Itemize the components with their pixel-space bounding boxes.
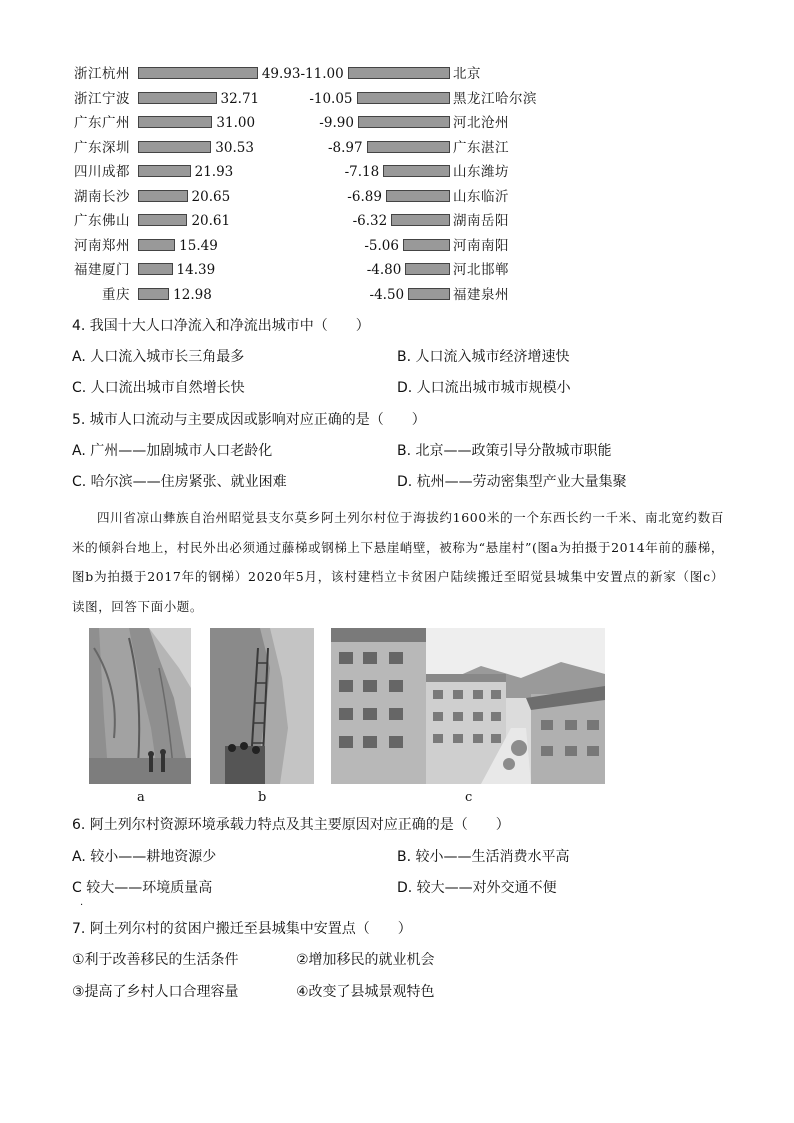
inflow-bar bbox=[138, 92, 217, 104]
inflow-city-label: 河南郑州 bbox=[74, 237, 130, 254]
outflow-bar bbox=[367, 141, 450, 153]
inflow-city-label: 广东佛山 bbox=[74, 213, 130, 229]
question-4-stem: 4. 我国十大人口净流入和净流出城市中（ ） bbox=[72, 318, 370, 334]
outflow-value-label: -10.05 bbox=[309, 90, 353, 107]
outflow-city-label: 北京 bbox=[453, 66, 481, 82]
question-6-option-c[interactable]: C 较大——环境质量高 bbox=[72, 880, 213, 896]
inflow-bar bbox=[138, 263, 173, 275]
outflow-value-label: -4.80 bbox=[366, 262, 402, 278]
question-5-option-c[interactable]: C. 哈尔滨——住房紧张、就业困难 bbox=[72, 474, 287, 490]
outflow-value-label: -9.90 bbox=[319, 115, 354, 131]
inflow-city-label: 重庆 bbox=[102, 286, 130, 303]
photo-c-resettlement-site bbox=[331, 628, 605, 784]
inflow-value-label: 20.61 bbox=[191, 213, 231, 229]
question-6-option-d[interactable]: D. 较大——对外交通不便 bbox=[397, 880, 557, 896]
question-6-option-a[interactable]: A. 较小——耕地资源少 bbox=[72, 849, 217, 865]
question-5-stem: 5. 城市人口流动与主要成因或影响对应正确的是（ ） bbox=[72, 412, 426, 428]
outflow-city-label: 湖南岳阳 bbox=[453, 213, 509, 229]
inflow-value-label: 31.00 bbox=[216, 115, 256, 131]
inflow-value-label: 12.98 bbox=[173, 286, 212, 303]
chart-row bbox=[0, 138, 794, 158]
question-4-option-b[interactable]: B. 人口流入城市经济增速快 bbox=[397, 349, 570, 365]
inflow-value-label: 21.93 bbox=[194, 164, 234, 180]
outflow-city-label: 河南南阳 bbox=[453, 237, 509, 254]
outflow-bar bbox=[348, 67, 450, 79]
outflow-bar bbox=[408, 288, 450, 300]
inflow-city-label: 湖南长沙 bbox=[74, 188, 130, 205]
chart-row bbox=[0, 285, 794, 305]
inflow-city-label: 四川成都 bbox=[74, 164, 130, 180]
inflow-bar bbox=[138, 67, 258, 79]
outflow-value-label: -11.00 bbox=[300, 66, 344, 82]
inflow-city-label: 广东深圳 bbox=[74, 139, 130, 156]
photo-b-steel-ladder bbox=[210, 628, 314, 784]
chart-row bbox=[0, 162, 794, 182]
outflow-bar bbox=[386, 190, 450, 202]
outflow-city-label: 河北邯郸 bbox=[453, 262, 509, 278]
passage-text: 四川省凉山彝族自治州昭觉县支尔莫乡阿土列尔村位于海拔约1600米的一个东西长约一千米、南北宽约数百米的倾斜台地上，村民外出必须通过藤梯或钢梯上下悬崖峭壁，被称为“悬崖村”(图a为拍摄于2014年前的藤梯，图b为拍摄于2017年的钢梯）2020年5月，该村建档立卡贫困户陆续搬迁至昭觉县城集中安置点的新家（图c）读图，回答下面小题。 bbox=[72, 510, 724, 614]
inflow-city-label: 浙江杭州 bbox=[74, 66, 130, 82]
question-4-option-d[interactable]: D. 人口流出城市城市规模小 bbox=[397, 380, 571, 396]
outflow-value-label: -6.89 bbox=[347, 188, 382, 205]
inflow-value-label: 14.39 bbox=[176, 262, 216, 278]
inflow-value-label: 15.49 bbox=[179, 237, 218, 254]
question-7-statement-4: ④改变了县城景观特色 bbox=[296, 984, 435, 1000]
inflow-value-label: 20.65 bbox=[191, 188, 231, 205]
question-5-option-b[interactable]: B. 北京——政策引导分散城市职能 bbox=[397, 443, 612, 459]
outflow-value-label: -7.18 bbox=[344, 164, 380, 180]
question-6-stem: 6. 阿土列尔村资源环境承载力特点及其主要原因对应正确的是（ ） bbox=[72, 817, 510, 833]
inflow-city-label: 浙江宁波 bbox=[74, 90, 130, 107]
outflow-value-label: -6.32 bbox=[352, 213, 388, 229]
chart-row bbox=[0, 236, 794, 256]
outflow-city-label: 福建泉州 bbox=[453, 286, 509, 303]
inflow-city-label: 福建厦门 bbox=[74, 262, 130, 278]
inflow-bar bbox=[138, 288, 169, 300]
outflow-city-label: 河北沧州 bbox=[453, 115, 509, 131]
outflow-bar bbox=[357, 92, 450, 104]
inflow-bar bbox=[138, 214, 187, 226]
question-5-option-d[interactable]: D. 杭州——劳动密集型产业大量集聚 bbox=[397, 474, 627, 490]
chart-row bbox=[0, 260, 794, 280]
inflow-value-label: 49.93 bbox=[261, 66, 301, 82]
inflow-value-label: 32.71 bbox=[220, 90, 260, 107]
inflow-bar bbox=[138, 141, 211, 153]
outflow-value-label: -4.50 bbox=[369, 286, 405, 303]
question-4-option-a[interactable]: A. 人口流入城市长三角最多 bbox=[72, 349, 245, 365]
chart-row bbox=[0, 64, 794, 84]
chart-row bbox=[0, 211, 794, 231]
caption-a: a bbox=[137, 790, 145, 805]
question-7-statement-2: ②增加移民的就业机会 bbox=[296, 952, 435, 968]
inflow-bar bbox=[138, 116, 212, 128]
outflow-city-label: 山东潍坊 bbox=[453, 164, 509, 180]
outflow-bar bbox=[383, 165, 450, 177]
outflow-bar bbox=[391, 214, 450, 226]
chart-row bbox=[0, 89, 794, 109]
question-6-option-b[interactable]: B. 较小——生活消费水平高 bbox=[397, 849, 570, 865]
outflow-bar bbox=[405, 263, 450, 275]
outflow-bar bbox=[403, 239, 450, 251]
outflow-city-label: 黑龙江哈尔滨 bbox=[453, 90, 537, 107]
outflow-city-label: 山东临沂 bbox=[453, 188, 509, 205]
chart-row bbox=[0, 113, 794, 133]
inflow-bar bbox=[138, 165, 191, 177]
stray-dot: . bbox=[80, 897, 84, 908]
outflow-value-label: -5.06 bbox=[364, 237, 399, 254]
question-7-statement-3: ③提高了乡村人口合理容量 bbox=[72, 984, 239, 1000]
outflow-value-label: -8.97 bbox=[327, 139, 363, 156]
inflow-city-label: 广东广州 bbox=[74, 115, 130, 131]
inflow-bar bbox=[138, 190, 188, 202]
question-7-stem: 7. 阿土列尔村的贫困户搬迁至县城集中安置点（ ） bbox=[72, 921, 412, 937]
question-5-option-a[interactable]: A. 广州——加剧城市人口老龄化 bbox=[72, 443, 273, 459]
outflow-city-label: 广东湛江 bbox=[453, 139, 509, 156]
chart-row bbox=[0, 187, 794, 207]
caption-c: c bbox=[465, 790, 473, 805]
question-7-statement-1: ①利于改善移民的生活条件 bbox=[72, 952, 239, 968]
question-4-option-c[interactable]: C. 人口流出城市自然增长快 bbox=[72, 380, 245, 396]
caption-b: b bbox=[258, 790, 267, 805]
outflow-bar bbox=[358, 116, 450, 128]
photo-a-vine-ladder bbox=[89, 628, 191, 784]
inflow-bar bbox=[138, 239, 175, 251]
inflow-value-label: 30.53 bbox=[215, 139, 254, 156]
